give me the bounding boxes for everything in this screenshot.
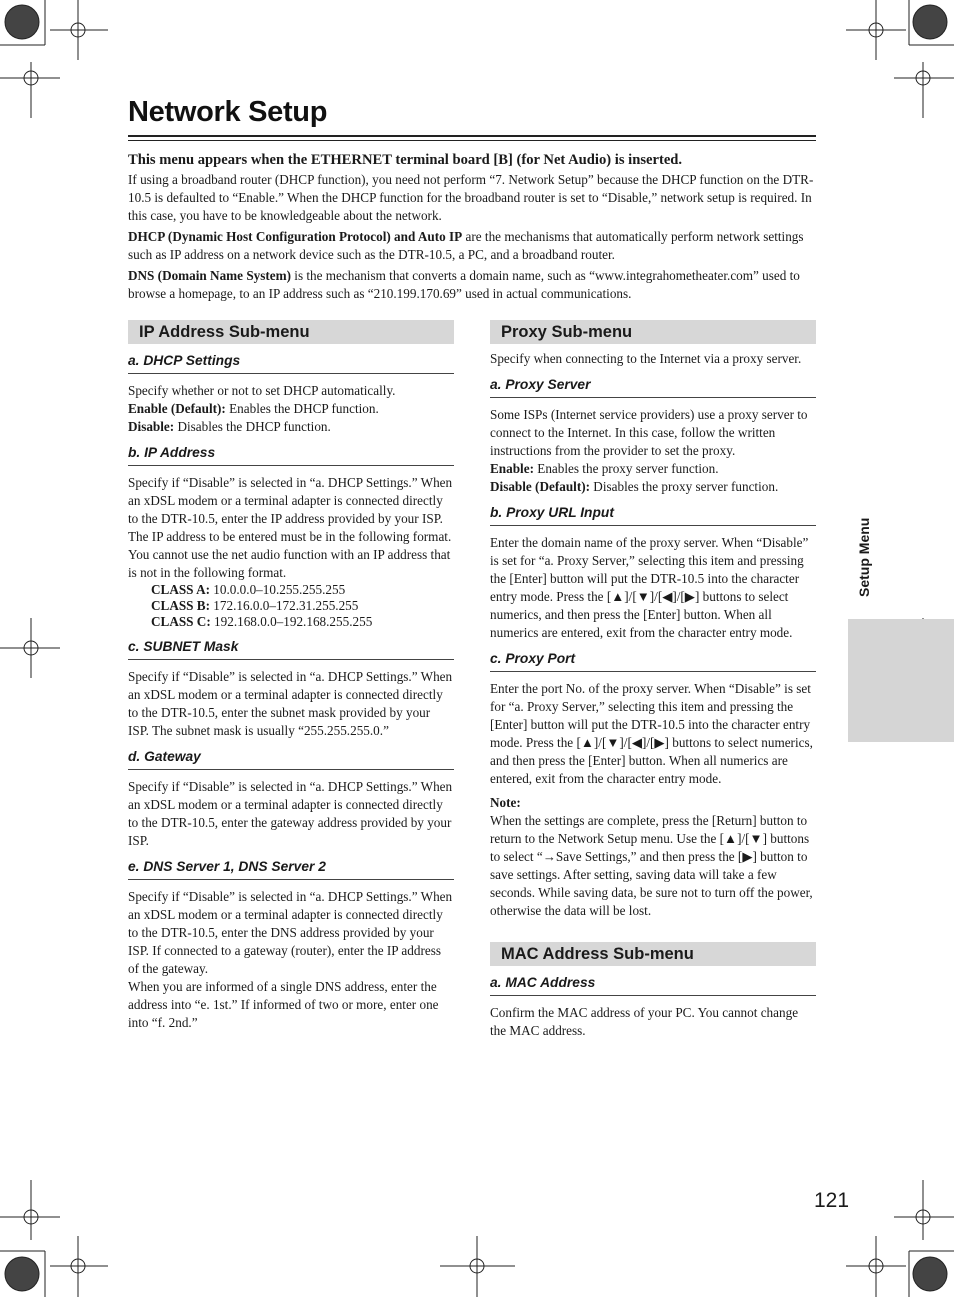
dhcp-disable-option [128,418,454,436]
title-rule-thin [128,140,816,141]
proxy-url-heading: b. Proxy URL Input [490,504,816,526]
subnet-mask-text: Specify if “Disable” is selected in “a. DHCP Settings.” When an xDSL modem or a terminal adapter is connected directly to the DTR-10.5, enter the subnet mask provided by your ISP. The subnet mask is usually “255.255.255.0.” [128,669,453,738]
dns-server-text: Specify if “Disable” is selected in “a. DHCP Settings.” When an xDSL modem or a terminal adapter is connected directly to the DTR-10.5, enter the DNS address provided by your ISP. If connected to a gateway (router), enter the IP address of the gateway. [128,889,453,976]
proxy-submenu-heading: Proxy Sub-menu [490,320,816,344]
gateway-heading: d. Gateway [128,748,454,770]
mac-address-submenu-heading: MAC Address Sub-menu [490,942,816,966]
dns-server-heading: e. DNS Server 1, DNS Server 2 [128,858,454,880]
mac-address-heading: a. MAC Address [490,974,816,996]
dhcp-enable-text: Enables the DHCP function. [225,401,379,416]
subnet-mask-heading: c. SUBNET Mask [128,638,454,660]
ip-class-b-range: 172.16.0.0–172.31.255.255 [210,598,359,613]
ip-class-b-label: CLASS B: [151,598,210,613]
page-number: 121 [814,1189,850,1212]
dhcp-settings-text: Specify whether or not to set DHCP automatically. [128,383,396,398]
proxy-server-heading: a. Proxy Server [490,376,816,398]
ip-class-a-range: 10.0.0.0–10.255.255.255 [210,582,346,597]
dhcp-disable-term: Disable: [128,419,175,434]
intro-paragraph-dns-definition [128,267,816,303]
dns-server-text-2: When you are informed of a single DNS address, enter the address into “e. 1st.” If informed of two or more, enter one into “f. 2nd.” [128,979,439,1030]
ip-class-a [151,582,454,598]
proxy-disable-option [490,478,816,496]
intro-paragraph-dhcp-definition [128,228,816,264]
proxy-port-heading: c. Proxy Port [490,650,816,672]
dhcp-settings-heading: a. DHCP Settings [128,352,454,374]
note-label-text: Note: [490,795,521,810]
dns-term: DNS (Domain Name System) [128,268,291,283]
ip-class-list [128,582,454,630]
intro-section [128,151,816,306]
ip-address-submenu-heading: IP Address Sub-menu [128,320,454,344]
side-tab-label: Setup Menu [856,517,872,597]
ip-address-text: Specify if “Disable” is selected in “a. DHCP Settings.” When an xDSL modem or a terminal adapter is connected directly to the DTR-10.5, enter the IP address provided by your ISP. The IP address to be entered must be in the following format. You cannot use the net audio function with an IP address that is not in the following format. [128,475,453,580]
dhcp-enable-option [128,400,454,418]
intro-lead: This menu appears when the ETHERNET terminal board [B] (for Net Audio) is inserted. [128,152,683,168]
note-text: When the settings are complete, press the [Return] button to return to the Network Setup menu. Use the [▲]/[▼] buttons to select “→Save Settings,” and then press the [▶] button to save settings. After setting, saving data will take a few seconds. While saving data, be sure not to turn off the power, otherwise the data will be lost. [490,813,813,918]
dhcp-term: DHCP (Dynamic Host Configuration Protocol) and Auto IP [128,229,463,244]
dhcp-disable-text: Disables the DHCP function. [174,419,331,434]
mac-address-text: Confirm the MAC address of your PC. You cannot change the MAC address. [490,1005,799,1038]
proxy-enable-term: Enable: [490,461,534,476]
ip-class-c [151,614,454,630]
proxy-disable-term: Disable (Default): [490,479,590,494]
dhcp-enable-term: Enable (Default): [128,401,226,416]
proxy-enable-text: Enables the proxy server function. [533,461,719,476]
proxy-url-text: Enter the domain name of the proxy server. When “Disable” is set for “a. Proxy Server,” selecting this item and pressing the [Enter] button will put the DTR-10.5 into the character entry mode. Press the [▲]/[▼]/[◀]/[▶] buttons to select numerics, and then press the [Enter] button. When all numerics are entered, exit from the character entry mode. [490,535,809,640]
left-column [128,320,454,1032]
ip-address-heading: b. IP Address [128,444,454,466]
ip-class-b [151,598,454,614]
proxy-intro-text: Specify when connecting to the Internet via a proxy server. [490,351,802,366]
right-column [490,320,816,1040]
dhcp-definition-text: are the mechanisms that automatically perform network settings such as IP address on a network device such as the DTR-10.5, a PC, and a broadband router. [128,229,804,262]
page-title: Network Setup [128,96,328,128]
title-rule-thick [128,135,816,137]
note-label [490,794,816,812]
proxy-port-text: Enter the port No. of the proxy server. When “Disable” is set for “a. Proxy Server,” selecting this item and pressing the [Enter] button will put the DTR-10.5 into the character entry mode. Press the [▲]/[▼]/[◀]/[▶] buttons to select numerics, and then press the [Enter] button. When all numerics are entered, exit from the character entry mode. [490,681,813,786]
side-tab [848,619,954,742]
ip-class-c-range: 192.168.0.0–192.168.255.255 [210,614,373,629]
ip-class-c-label: CLASS C: [151,614,211,629]
proxy-disable-text: Disables the proxy server function. [590,479,779,494]
intro-paragraph-dhcp-router: If using a broadband router (DHCP function), you need not perform “7. Network Setup” because the DHCP function on the DTR-10.5 is defaulted to “Enable.” When the DHCP function for the broadband router is set to “Disable,” network setup is required. In this case, you have to be knowledgeable about the network. [128,172,814,223]
ip-class-a-label: CLASS A: [151,582,210,597]
proxy-server-text: Some ISPs (Internet service providers) use a proxy server to connect to the Internet. In this case, follow the written instructions from the provider to set the proxy. [490,407,808,458]
gateway-text: Specify if “Disable” is selected in “a. DHCP Settings.” When an xDSL modem or a terminal adapter is connected directly to the DTR-10.5, enter the gateway address provided by your ISP. [128,779,453,848]
dns-definition-text: is the mechanism that converts a domain name, such as “www.integrahometheater.com” used to browse a homepage, to an IP address such as “210.199.170.69” used in actual communications. [128,268,800,301]
proxy-enable-option [490,460,816,478]
